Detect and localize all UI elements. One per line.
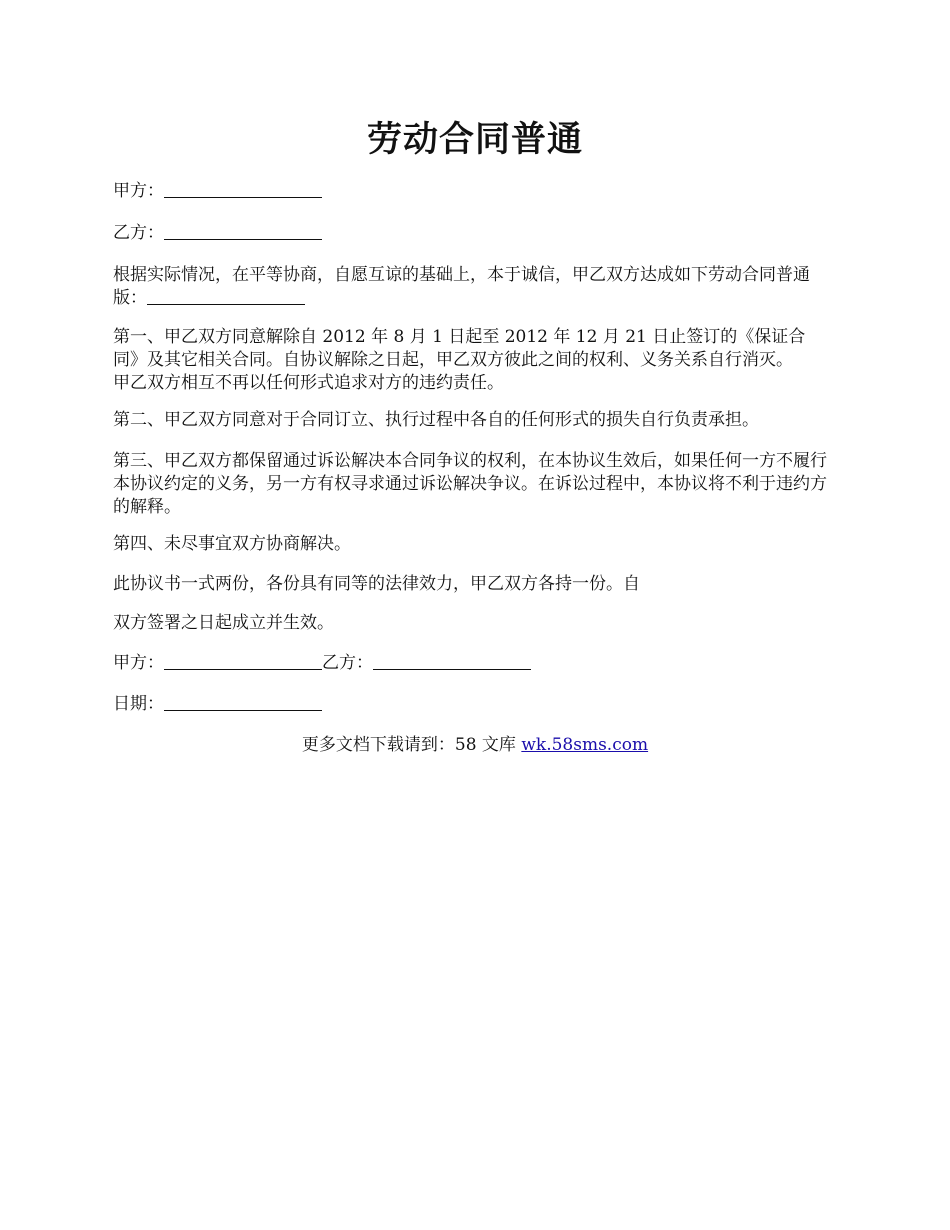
clause-4-text: 第四、未尽事宜双方协商解决。 — [113, 534, 351, 554]
signature-line — [113, 652, 858, 675]
date-blank — [164, 694, 322, 711]
sign-party-b-label: 乙方： — [322, 653, 373, 673]
clause-3-text: 第三、甲乙双方都保留通过诉讼解决本合同争议的权利，在本协议生效后，如果任何一方不履行本协议约定的义务，另一方有权寻求通过诉讼解决争议。在诉讼过程中，本协议将不利于违约方的解释。 — [113, 451, 827, 517]
document-title: 劳动合同普通 — [366, 119, 583, 160]
party-b-label: 乙方： — [113, 223, 164, 243]
copies-text-1: 此协议书一式两份，各份具有同等的法律效力，甲乙双方各持一份。自 — [113, 574, 640, 594]
intro-paragraph — [113, 264, 843, 310]
copies-text-2: 双方签署之日起成立并生效。 — [113, 613, 334, 633]
date-label: 日期： — [113, 694, 164, 714]
party-b-blank — [164, 223, 322, 240]
clause-1 — [113, 326, 873, 395]
intro-text: 根据实际情况，在平等协商，自愿互谅的基础上，本于诚信，甲乙双方达成如下劳动合同普通版： — [113, 265, 810, 308]
clause-4 — [113, 533, 858, 556]
clause-1-line-3: 甲乙双方相互不再以任何形式追求对方的违约责任。 — [113, 373, 504, 393]
sign-party-a-blank — [164, 653, 322, 670]
date-line — [113, 693, 858, 716]
clause-2-text: 第二、甲乙双方同意对于合同订立、执行过程中各自的任何形式的损失自行负责承担。 — [113, 410, 759, 430]
party-a-blank — [164, 181, 322, 198]
copies-line-1 — [113, 573, 858, 596]
footer — [0, 733, 950, 757]
footer-link[interactable]: wk.58sms.com — [521, 735, 649, 755]
party-b-line — [113, 222, 858, 245]
copies-line-2 — [113, 612, 858, 635]
clause-1-line-2: 同》及其它相关合同。自协议解除之日起，甲乙双方彼此之间的权利、义务关系自行消灭。 — [113, 350, 793, 370]
sign-party-b-blank — [373, 653, 531, 670]
sign-party-a-label: 甲方： — [113, 653, 164, 673]
footer-text: 更多文档下载请到：58 文库 — [301, 735, 522, 755]
party-a-label: 甲方： — [113, 181, 164, 201]
clause-1-line-1: 第一、甲乙双方同意解除自 2012 年 8 月 1 日起至 2012 年 12 月 21 日止签订的《保证合 — [113, 327, 806, 347]
clause-2 — [113, 409, 858, 432]
party-a-line — [113, 180, 858, 203]
intro-blank — [147, 288, 305, 305]
clause-3 — [113, 450, 843, 519]
